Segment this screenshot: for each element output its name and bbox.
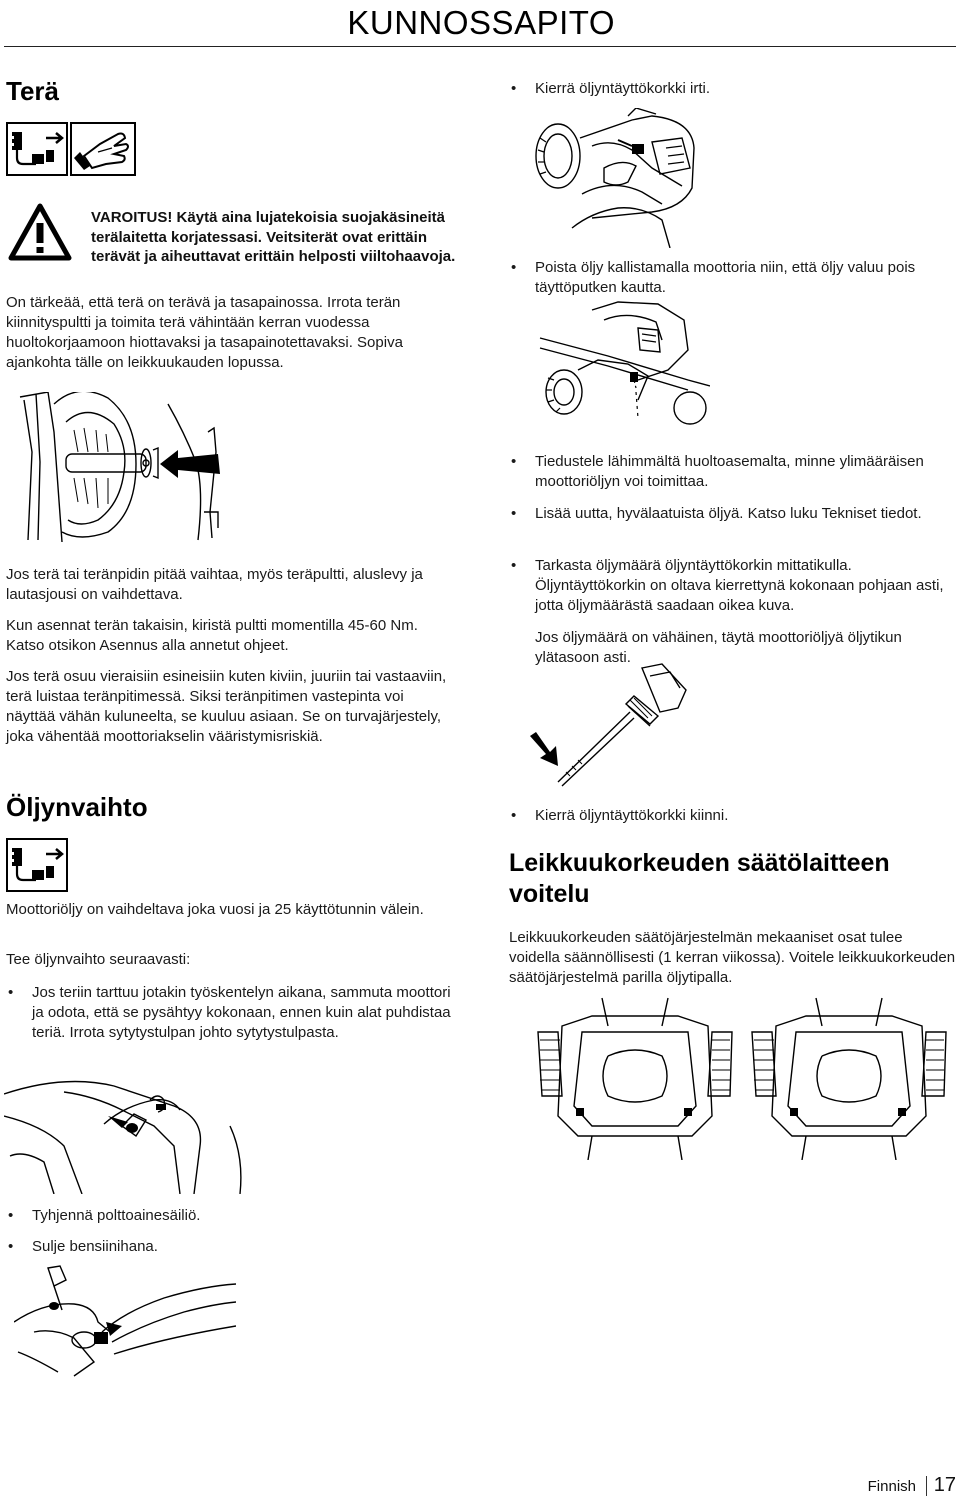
list-item: • Jos teriin tarttuu jotakin työskentelyn aikana, sammuta moottori ja odota, että se pysähtyy kokonaan, ennen kuin alat puhdistaa teriä. Irrota sytytystulpan johto sytytystulpasta. bbox=[6, 983, 456, 1043]
height-adjuster-lubrication-illustration bbox=[532, 996, 738, 1160]
list-item: • Kierrä öljyntäyttökorkki kiinni. bbox=[509, 806, 960, 826]
warning-triangle-icon bbox=[8, 203, 72, 261]
oil-top-up-paragraph: Jos öljymäärä on vähäinen, täytä moottoriöljyä öljytikun ylätasoon asti. bbox=[535, 629, 902, 666]
blade-sharpness-paragraph: On tärkeää, että terä on terävä ja tasapainossa. Irrota terän kiinnityspultti ja toimita terä vähintään kerran vuodessa huoltokorjaamoon hiottavaksi ja tasapainotettavaksi. Sopiva ajankohta tälle on leikkuukauden lopussa. bbox=[6, 294, 403, 371]
list-item: • Lisää uutta, hyvälaatuista öljyä. Katso luku Tekniset tiedot. bbox=[509, 504, 960, 524]
list-item: • Tyhjennä polttoainesäiliö. bbox=[6, 1206, 456, 1226]
spark-plug-disconnect-icon bbox=[6, 838, 68, 892]
footer-language: Finnish bbox=[867, 1478, 916, 1495]
fuel-tap-illustration bbox=[14, 1262, 236, 1378]
oil-drain-illustration bbox=[538, 300, 710, 426]
warning-text: VAROITUS! Käytä aina lujatekoisia suojakäsineitä terälaitetta korjatessasi. Veitsiterät ovat erittäin terävät ja aiheuttavat erittäin helposti viiltohaavoja. bbox=[91, 209, 456, 265]
header-rule bbox=[4, 46, 956, 47]
oil-steps-intro: Tee öljynvaihto seuraavasti: bbox=[6, 951, 191, 968]
protective-glove-icon bbox=[70, 122, 136, 176]
list-item: • Tiedustele lähimmältä huoltoasemalta, minne ylimääräisen moottoriöljyn voi toimittaa. bbox=[509, 452, 960, 492]
oil-interval-paragraph: Moottoriöljy on vaihdeltava joka vuosi ja 25 käyttötunnin välein. bbox=[6, 901, 424, 918]
section-heading-voitelu: Leikkuukorkeuden säätölaitteen voitelu bbox=[509, 849, 890, 908]
footer-divider bbox=[926, 1476, 927, 1496]
section-heading-oljynvaihto: Öljynvaihto bbox=[6, 792, 148, 822]
section-heading-tera: Terä bbox=[6, 76, 59, 106]
blade-bolt-illustration bbox=[18, 392, 243, 542]
dipstick-illustration bbox=[530, 662, 690, 790]
oil-cap-removal-illustration bbox=[532, 108, 708, 248]
blade-torque-paragraph: Kun asennat terän takaisin, kiristä pultti momentilla 45-60 Nm. Katso otsikon Asennus alla annetut ohjeet. bbox=[6, 617, 418, 654]
height-adjuster-lubrication-illustration bbox=[746, 996, 952, 1160]
page-header-title: KUNNOSSAPITO bbox=[347, 4, 615, 41]
list-item: • Poista öljy kallistamalla moottoria niin, että öljy valuu pois täyttöputken kautta. bbox=[509, 258, 960, 298]
blade-slip-paragraph: Jos terä osuu vieraisiin esineisiin kuten kiviin, juuriin tai vastaaviin, terä luistaa teränpitimessä. Siksi teränpitimen vastepinta voi näyttää vähän kuluneelta, se kuuluu asiaan. Se on turvajärjestely, joka vähentää moottoriakselin vääristymisriskiä. bbox=[6, 668, 447, 745]
spark-plug-illustration bbox=[4, 1066, 254, 1194]
spark-plug-disconnect-icon bbox=[6, 122, 68, 176]
blade-replace-paragraph: Jos terä tai teränpidin pitää vaihtaa, myös teräpultti, aluslevy ja lautasjousi on vaihdettava. bbox=[6, 566, 423, 603]
list-item: • Sulje bensiinihana. bbox=[6, 1237, 456, 1257]
page-number: 17 bbox=[933, 1474, 956, 1496]
lubrication-paragraph: Leikkuukorkeuden säätöjärjestelmän mekaaniset osat tulee voidella säännöllisesti (1 kerran viikossa). Voitele leikkuukorkeuden säätöjärjestelmä parilla öljytipalla. bbox=[509, 929, 956, 986]
list-item: • Kierrä öljyntäyttökorkki irti. bbox=[509, 79, 960, 99]
list-item: • Tarkasta öljymäärä öljyntäyttökorkin mittatikulla. Öljyntäyttökorkin on oltava kierrettynä kokonaan pohjaan asti, jotta öljymäärästä saadaan oikea kuva. bbox=[509, 556, 960, 616]
